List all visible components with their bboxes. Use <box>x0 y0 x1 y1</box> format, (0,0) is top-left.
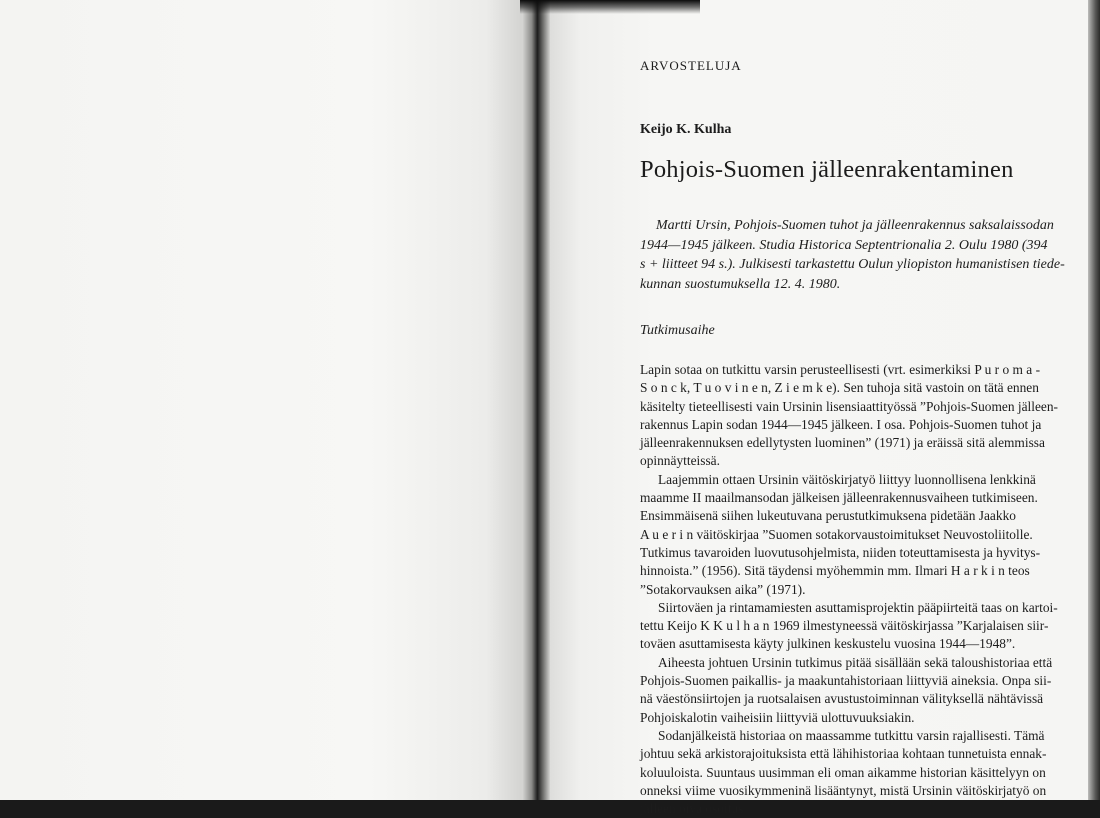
text-line: nä väestönsiirtojen ja ruotsalaisen avustustoiminnan välityksellä nähtävissä <box>640 691 1044 707</box>
paragraph <box>640 361 1080 471</box>
text-line: Pohjoiskalotin vaiheisiin liittyviä ulottuvuuksiakin. <box>640 709 915 725</box>
text-line: toväen asuttamisesta käyty julkinen keskustelu vuosina 1944—1948”. <box>640 636 1016 652</box>
reference-line: kunnan suostumuksella 12. 4. 1980. <box>640 276 841 292</box>
text-line: johtuu sekä arkistorajoituksista että lähihistoriaa kohtaan tunnetuista ennak- <box>640 746 1047 762</box>
left-page-blank <box>0 0 528 800</box>
text-line: käsitelty tieteellisesti vain Ursinin lisensiaattityössä ”Pohjois-Suomen jälleen- <box>640 398 1059 414</box>
text-line: S o n c k, T u o v i n e n, Z i e m k e). Sen tuhoja sitä vastoin on tätä ennen <box>640 380 1039 396</box>
paragraph <box>640 471 1080 599</box>
article-title: Pohjois-Suomen jälleenrakentaminen <box>640 156 1014 183</box>
text-line: maamme II maailmansodan jälkeisen jälleenrakennusvaiheen tutkimiseen. <box>640 490 1038 506</box>
section-label: ARVOSTELUJA <box>640 58 742 73</box>
text-line: Siirtoväen ja rintamamiesten asuttamisprojektin pääpiirteitä taas on kartoi- <box>658 599 1058 615</box>
reference-line: Martti Ursin, Pohjois-Suomen tuhot ja jälleenrakennus saksalaissodan <box>656 218 1054 233</box>
text-line: Sodanjälkeistä historiaa on maassamme tutkittu varsin rajallisesti. Tämä <box>658 727 1045 743</box>
text-line: opinnäytteissä. <box>640 453 720 469</box>
scan-shadow <box>520 0 700 14</box>
text-line: Tutkimus tavaroiden luovutusohjelmista, niiden toteuttamisesta ja hyvitys- <box>640 544 1041 560</box>
book-reference <box>640 216 1076 294</box>
text-line: jälleenrakennuksen edellytysten luominen” (1971) ja eräissä sitä alemmissa <box>640 435 1045 451</box>
text-line: Aiheesta johtuen Ursinin tutkimus pitää sisällään sekä taloushistoriaa että <box>658 654 1053 670</box>
body-text <box>640 361 1080 818</box>
reference-line: s + liitteet 94 s.). Julkisesti tarkastettu Oulun yliopiston humanistisen tiede- <box>640 257 1065 272</box>
text-line: onneksi viime vuosikymmeninä lisääntynyt, mistä Ursinin väitöskirjatyö on <box>640 782 1047 798</box>
paragraph <box>640 599 1080 654</box>
paragraph <box>640 654 1080 727</box>
text-line: hinnoista.” (1956). Sitä täydensi myöhemmin mm. Ilmari H a r k i n teos <box>640 563 1030 579</box>
paragraph <box>640 727 1080 818</box>
subheading: Tutkimusaihe <box>640 323 715 338</box>
text-line: Ensimmäisenä siihen lukeutuvana perustutkimuksena pidetään Jaakko <box>640 508 1016 524</box>
text-line: Pohjois-Suomen paikallis- ja maakuntahistoriaan liittyviä aineksia. Onpa sii- <box>640 673 1052 689</box>
text-line: tettu Keijo K K u l h a n 1969 ilmestyneessä väitöskirjassa ”Karjalaisen siir- <box>640 618 1049 634</box>
text-line: rakennus Lapin sodan 1944—1945 jälkeen. I osa. Pohjois-Suomen tuhot ja <box>640 416 1042 432</box>
text-line: Lapin sotaa on tutkittu varsin perusteellisesti (vrt. esimerkiksi P u r o m a - <box>640 362 1041 377</box>
reference-line: 1944—1945 jälkeen. Studia Historica Septentrionalia 2. Oulu 1980 (394 <box>640 237 1048 253</box>
article-author: Keijo K. Kulha <box>640 122 732 137</box>
text-line: Laajemmin ottaen Ursinin väitöskirjatyö liittyy luonnollisena lenkkinä <box>658 471 1036 487</box>
text-line: koluuloista. Suuntaus uusimman eli oman aikamme historian käsittelyyn on <box>640 764 1046 780</box>
text-line: A u e r i n väitöskirjaa ”Suomen sotakorvaustoimitukset Neuvostoliitolle. <box>640 526 1033 542</box>
text-line: ”Sotakorvauksen aika” (1971). <box>640 581 806 597</box>
page-edge <box>1088 0 1100 800</box>
book-gutter <box>522 0 550 800</box>
text-line: jälleen oiva osoitus. <box>640 801 747 817</box>
